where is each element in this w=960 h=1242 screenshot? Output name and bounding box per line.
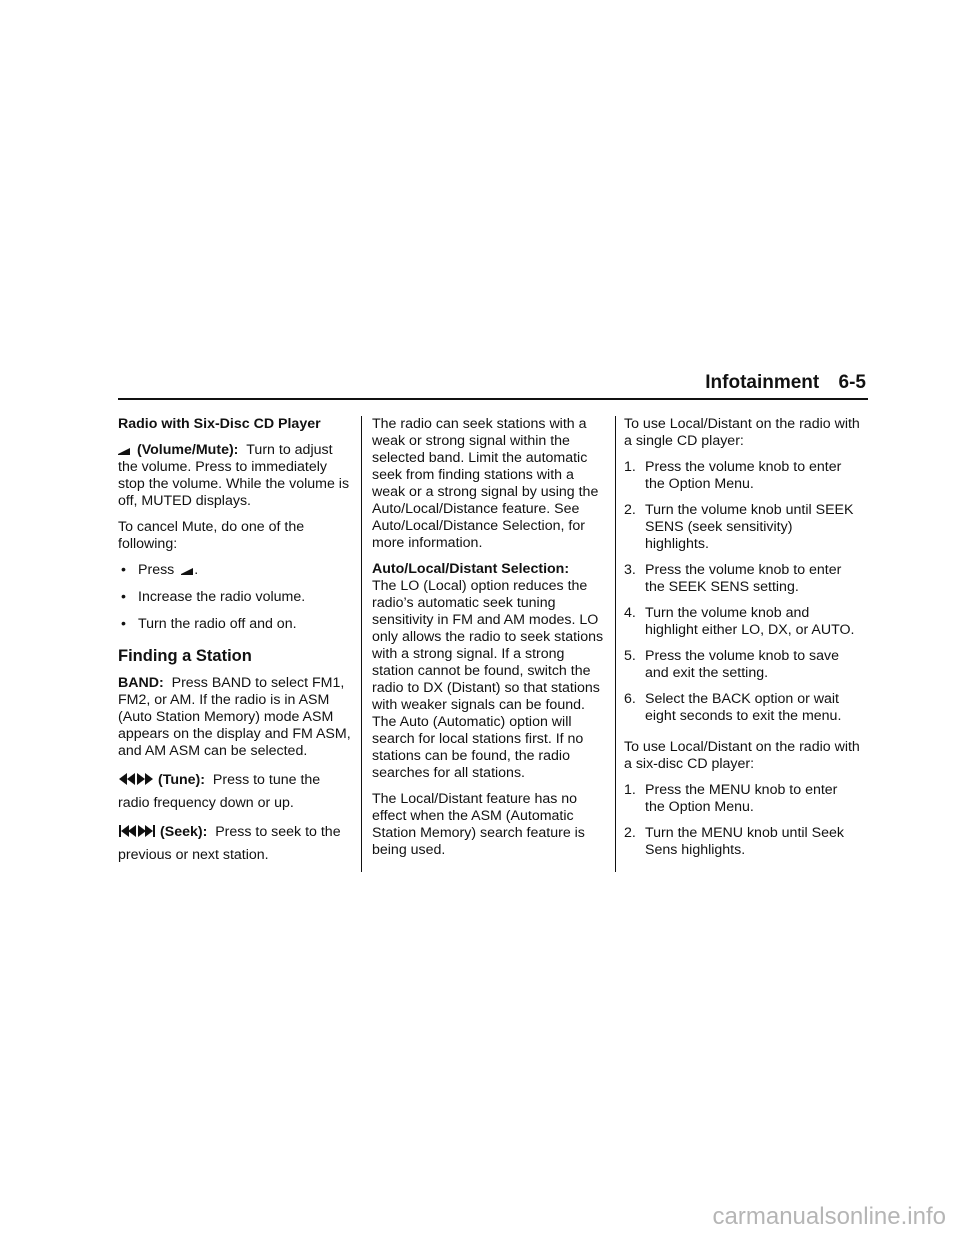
tune-paragraph: (Tune): Press to tune the radio frequency down or up. — [118, 772, 321, 811]
column-divider — [615, 416, 616, 872]
tune-icon — [118, 772, 154, 786]
header-rule — [118, 398, 868, 400]
watermark: carmanualsonline.info — [712, 1203, 946, 1230]
tune-label: (Tune): — [158, 772, 206, 788]
list-item: 2. Turn the volume knob until SEEK SENS (seek sensitivity) highlights. — [624, 502, 854, 552]
list-item: 2. Turn the MENU knob until Seek Sens highlights. — [624, 825, 844, 858]
section-title: Infotainment — [705, 372, 820, 393]
column-3 — [624, 416, 860, 868]
six-disc-intro: To use Local/Distant on the radio with a six-disc CD player: — [624, 739, 860, 772]
single-cd-intro: To use Local/Distant on the radio with a single CD player: — [624, 416, 860, 449]
band-paragraph: BAND: Press BAND to select FM1, FM2, or AM. If the radio is in ASM (Auto Station Memory) mode ASM appears on the display and FM ASM, and AM ASM can be selected. — [118, 675, 351, 759]
page-header — [0, 372, 866, 394]
section-heading: Finding a Station — [118, 647, 252, 665]
page-number: 6-5 — [838, 372, 866, 393]
volume-mute-icon — [118, 446, 131, 456]
seek-label: (Seek): — [160, 824, 208, 840]
column-divider — [361, 416, 362, 872]
list-item: • Press . — [121, 562, 199, 578]
auto-local-distant-paragraph: Auto/Local/Distant Selection: The LO (Local) option reduces the radio’s automatic seek tuning sensitivity in FM and AM modes. LO only allows the radio to seek stations with a strong signal. If a strong station cannot be found, switch the radio to DX (Distant) so that stations with weaker signals can be found. The Auto (Automatic) option will search for local stations first. If no stations can be found, the radio searches for all stations. — [372, 561, 604, 781]
auto-local-distant-label: Auto/Local/Distant Selection: — [372, 561, 570, 577]
seek-paragraph: (Seek): Press to seek to the previous or next station. — [118, 824, 341, 863]
seek-signal-paragraph: The radio can seek stations with a weak or strong signal within the selected band. Limit the automatic seek from finding stations with a weak or a strong signal by using the Auto/Local/Distance feature. See Auto/Local/Distance Selection, for more information. — [372, 416, 599, 551]
seek-icon — [118, 824, 156, 838]
volume-label: (Volume/Mute): — [137, 442, 239, 458]
column-2 — [372, 416, 608, 868]
list-item: 5. Press the volume knob to save and exit the setting. — [624, 648, 839, 681]
band-label: BAND: — [118, 675, 164, 691]
list-item: 6. Select the BACK option or wait eight seconds to exit the menu. — [624, 691, 842, 724]
list-item: • Increase the radio volume. — [121, 589, 306, 605]
list-item: 1. Press the MENU knob to enter the Option Menu. — [624, 782, 838, 815]
cancel-mute-intro: To cancel Mute, do one of the following: — [118, 519, 305, 552]
asm-note-paragraph: The Local/Distant feature has no effect when the ASM (Automatic Station Memory) search feature is being used. — [372, 791, 585, 858]
list-item: 4. Turn the volume knob and highlight either LO, DX, or AUTO. — [624, 605, 855, 638]
list-item: • Turn the radio off and on. — [121, 616, 297, 632]
volume-text: Turn to adjust — [246, 442, 333, 458]
list-item: 3. Press the volume knob to enter the SEEK SENS setting. — [624, 562, 842, 595]
subsection-title: Radio with Six-Disc CD Player — [118, 416, 321, 432]
column-1 — [118, 416, 354, 873]
volume-text-cont: the volume. Press to immediately stop the volume. While the volume is off, MUTED displays. — [118, 459, 350, 509]
volume-mute-icon — [181, 566, 194, 576]
volume-paragraph — [118, 442, 354, 510]
list-item: 1. Press the volume knob to enter the Option Menu. — [624, 459, 842, 492]
